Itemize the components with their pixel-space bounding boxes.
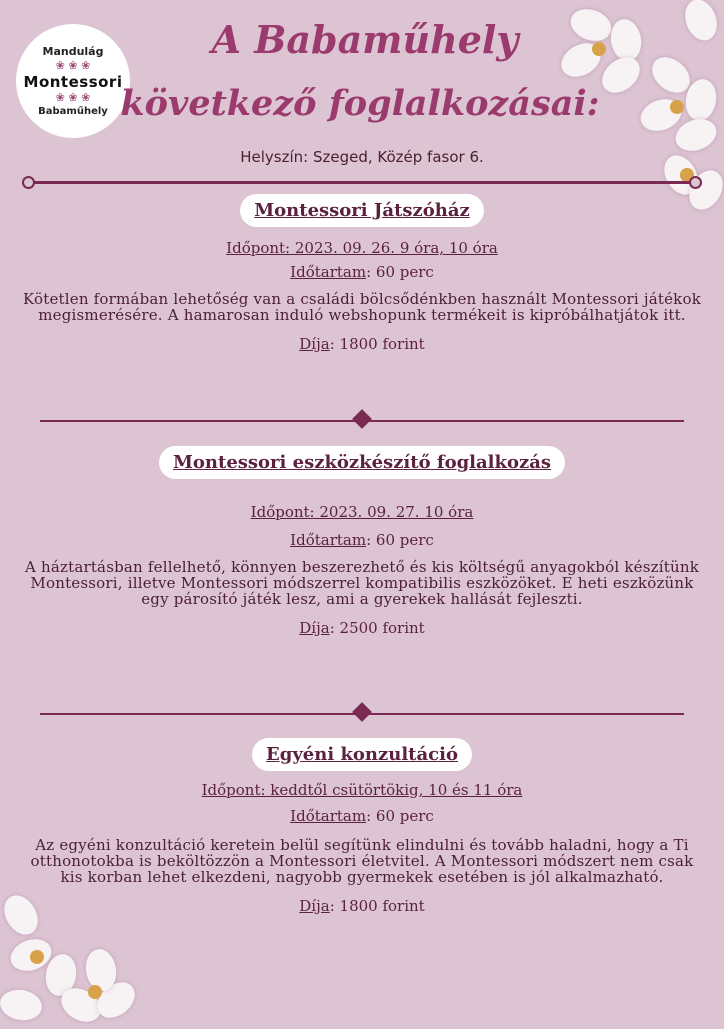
event-title: Montessori Játszóház: [240, 194, 483, 227]
event-duration: Időtartam: 60 perc: [290, 531, 434, 549]
event-description: Az egyéni konzultáció keretein belül segítünk elindulni és tovább haladni, hogy a Ti otthonotokba is beköltözzön a Montessori életvitel. A Montessori módszert nem csak kis korban lehet elkezdeni, nagyobb gyermekek esetében is jól alkalmazható.: [30, 836, 694, 886]
event-duration: Időtartam: 60 perc: [290, 263, 434, 281]
event-duration: Időtartam: 60 perc: [290, 807, 434, 825]
event-fee: Díja: 2500 forint: [299, 619, 425, 637]
section-divider-1: [40, 420, 684, 422]
event-section-3: [0, 738, 724, 915]
event-section-1: [0, 194, 724, 353]
logo-middle-text: Montessori: [23, 73, 123, 91]
logo-flower-icon-bottom: ❀ ❀ ❀: [55, 91, 91, 104]
event-time: Időpont: keddtől csütörtökig, 10 és 11 óra: [201, 781, 523, 799]
event-description: Kötetlen formában lehetőség van a családi bölcsődénkben használt Montessori játékok megismerésére. A hamarosan induló webshopunk termékeit is kipróbálhatjátok itt.: [22, 290, 701, 324]
page-title-line2: következő foglalkozásai:: [120, 83, 600, 124]
event-title: Montessori eszközkészítő foglalkozás: [159, 446, 565, 479]
event-time: Időpont: 2023. 09. 27. 10 óra: [250, 503, 474, 521]
logo: [16, 24, 130, 138]
page-title-line1: A Babaműhely: [211, 17, 519, 62]
section-divider-2: [40, 713, 684, 715]
event-fee: Díja: 1800 forint: [299, 335, 425, 353]
location-text: Helyszín: Szeged, Közép fasor 6.: [240, 148, 484, 166]
logo-flower-icon: ❀ ❀ ❀: [55, 59, 91, 72]
event-time: Időpont: 2023. 09. 26. 9 óra, 10 óra: [226, 239, 498, 257]
header-divider: [28, 181, 696, 184]
event-title: Egyéni konzultáció: [252, 738, 472, 771]
event-fee: Díja: 1800 forint: [299, 897, 425, 915]
event-description: A háztartásban fellelhető, könnyen beszerezhető és kis költségű anyagokból készítünk Montessori, illetve Montessori módszerrel kompatibilis eszközöket. E heti eszközünk egy párosító játék lesz, ami a gyerekek hallását fejleszti.: [24, 558, 699, 608]
logo-bottom-text: Babaműhely: [38, 106, 108, 117]
event-section-2: [0, 446, 724, 637]
logo-top-text: Mandulág: [42, 45, 104, 58]
